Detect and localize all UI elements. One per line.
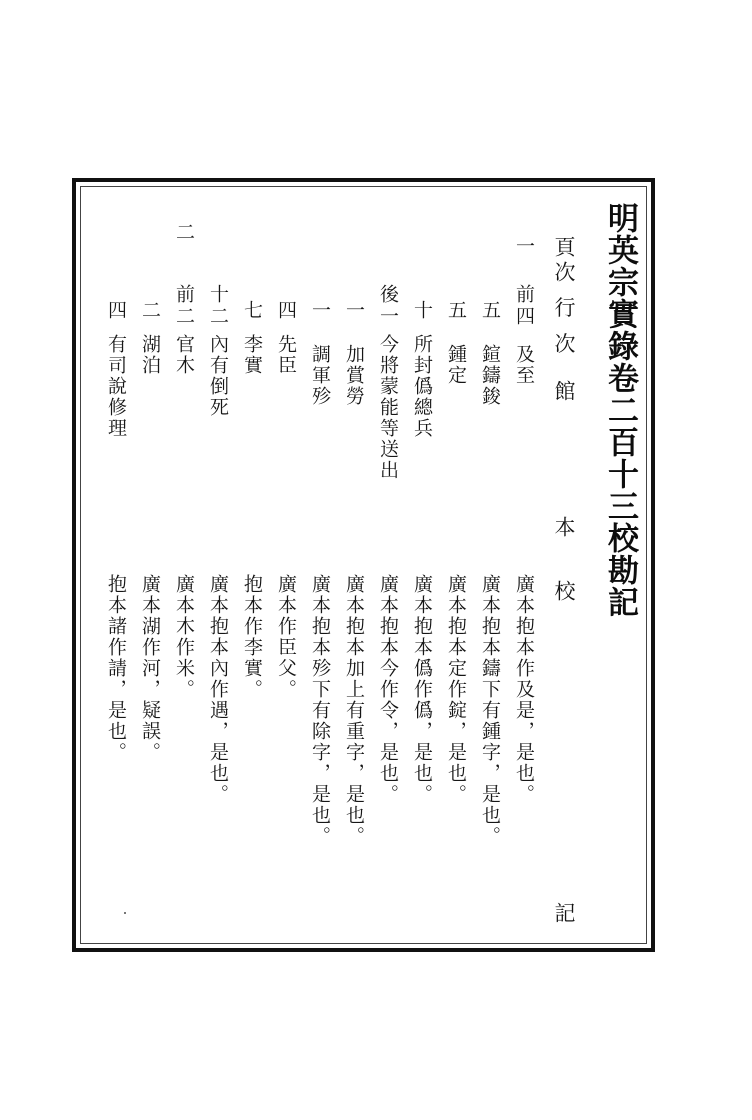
row-note: 廣本木作米。 bbox=[173, 574, 195, 700]
row-text: 所封僞總兵 bbox=[411, 334, 433, 439]
row-note: 廣本抱本殄下有除字，是也。 bbox=[309, 574, 331, 847]
ink-speck bbox=[124, 912, 126, 914]
row-text: 官木 bbox=[173, 334, 195, 376]
row-text: 調軍殄 bbox=[309, 344, 331, 407]
row-note: 抱本作李實。 bbox=[241, 574, 263, 700]
header-guan: 館 bbox=[552, 380, 576, 405]
row-text: 李實 bbox=[241, 334, 263, 376]
row-note: 廣本抱本定作錠，是也。 bbox=[445, 574, 467, 805]
row-line: 一 bbox=[343, 300, 365, 322]
row-text: 先臣 bbox=[275, 334, 297, 376]
row-note: 抱本諸作請，是也。 bbox=[105, 574, 127, 763]
row-note: 廣本作臣父。 bbox=[275, 574, 297, 700]
row-text: 有司說修理 bbox=[105, 334, 127, 439]
row-text: 及至 bbox=[513, 344, 535, 386]
header-ben: 本 bbox=[552, 516, 576, 541]
row-note: 廣本抱本鑄下有鍾字，是也。 bbox=[479, 574, 501, 847]
row-page: 一 bbox=[513, 236, 535, 260]
row-line: 前二 bbox=[173, 284, 195, 328]
row-line: 七 bbox=[241, 300, 263, 322]
row-note: 廣本抱本僞作僞，是也。 bbox=[411, 574, 433, 805]
row-line: 四 bbox=[105, 300, 127, 322]
row-text: 鍹鑄鋑 bbox=[479, 344, 501, 407]
row-text: 加賞勞 bbox=[343, 344, 365, 407]
row-text: 今將蒙能等送出 bbox=[377, 334, 399, 481]
row-page: 二 bbox=[173, 222, 195, 246]
row-line: 前四 bbox=[513, 284, 535, 328]
row-text: 內有倒死 bbox=[207, 334, 229, 418]
row-note: 廣本抱本作及是，是也。 bbox=[513, 574, 535, 805]
row-note: 廣本抱本今作令，是也。 bbox=[377, 574, 399, 805]
row-line: 五 bbox=[479, 300, 501, 322]
header-jiao: 校 bbox=[552, 580, 576, 605]
row-note: 廣本抱本加上有重字，是也。 bbox=[343, 574, 365, 847]
row-text: 鍾定 bbox=[445, 344, 467, 386]
row-line: 五 bbox=[445, 300, 467, 322]
page-title: 明英宗實錄卷二百十三校勘記 bbox=[602, 202, 638, 618]
row-note: 廣本抱本內作遇，是也。 bbox=[207, 574, 229, 805]
header-page-line: 頁次 行 次 bbox=[552, 236, 576, 358]
row-line: 十二 bbox=[207, 284, 229, 328]
row-line: 二 bbox=[139, 300, 161, 322]
header-ji: 記 bbox=[552, 902, 576, 927]
row-line: 後一 bbox=[377, 284, 399, 328]
row-text: 湖泊 bbox=[139, 334, 161, 376]
row-line: 一 bbox=[309, 300, 331, 322]
row-note: 廣本湖作河，疑誤。 bbox=[139, 574, 161, 763]
row-line: 四 bbox=[275, 300, 297, 322]
row-line: 十 bbox=[411, 300, 433, 322]
